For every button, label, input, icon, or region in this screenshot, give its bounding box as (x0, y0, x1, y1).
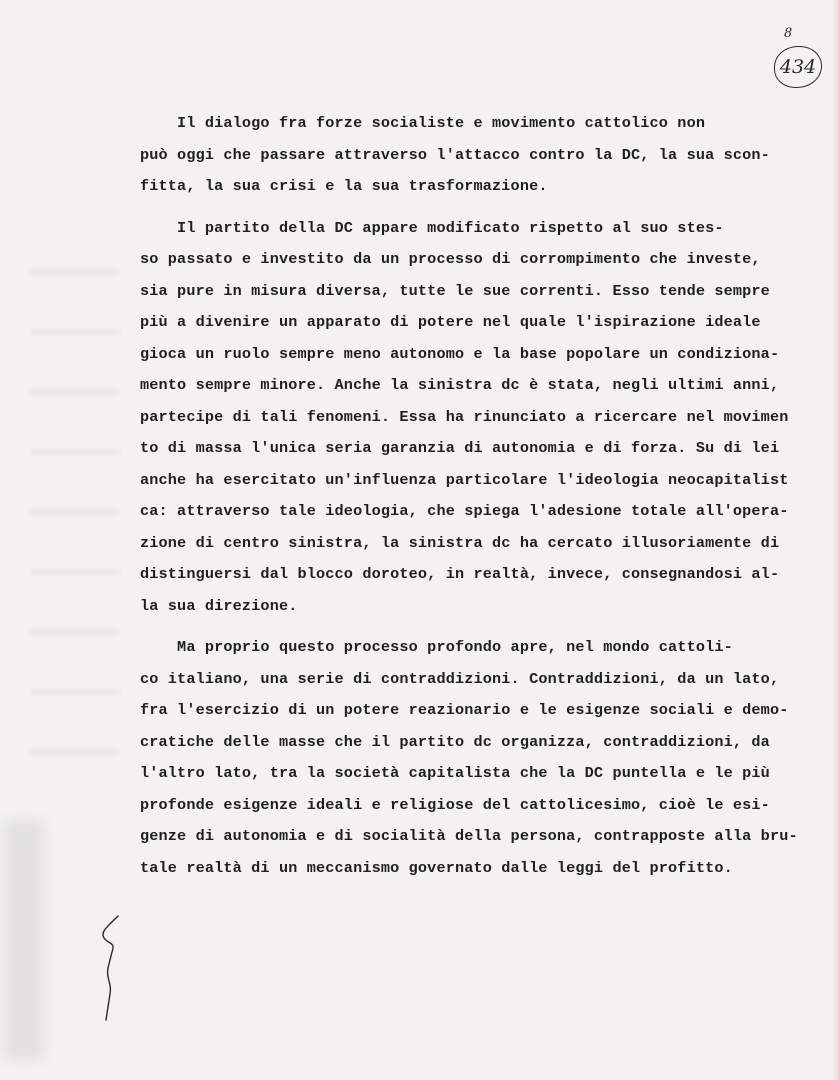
text-line: sia pure in misura diversa, tutte le sue correnti. Esso tende sempre (140, 281, 770, 300)
text-line: profonde esigenze ideali e religiose del cattolicesimo, cioè le esi- (140, 795, 770, 814)
text-line: più a divenire un apparato di potere nel quale l'ispirazione ideale (140, 313, 761, 331)
text-line: fitta, la sua crisi e la sua trasformazione. (140, 177, 548, 195)
text-line: co italiano, una serie di contraddizioni. Contraddizioni, da un lato, (140, 669, 780, 688)
text-line: anche ha esercitato un'influenza particolare l'ideologia neocapitalist (140, 470, 789, 489)
text-line: so passato e investito da un processo di corrompimento che investe, (140, 250, 761, 268)
text-line: genze di autonomia e di socialità della persona, contrapposte alla bru- (140, 827, 798, 845)
text-line: tale realtà di un meccanismo governato dalle leggi del profitto. (140, 858, 733, 877)
text-line: Il partito della DC appare modificato rispetto al suo stes- (140, 218, 724, 237)
page-edge-shade (833, 0, 839, 1080)
text-line: cratiche delle masse che il partito dc organizza, contraddizioni, da (140, 732, 770, 751)
text-line: to di massa l'unica seria garanzia di autonomia e di forza. Su di lei (140, 439, 780, 457)
pencil-margin-mark (90, 908, 130, 1028)
paragraph-3 (140, 632, 830, 884)
circled-page-number: 434 (774, 46, 822, 88)
text-line: Il dialogo fra forze socialiste e movimento cattolico non (140, 114, 706, 132)
text-line: Ma proprio questo processo profondo apre, nel mondo cattoli- (140, 638, 733, 656)
bleed-through-shadow (30, 240, 120, 800)
bleed-through-shadow-bottom (4, 820, 44, 1060)
text-line: partecipe di tali fenomeni. Essa ha rinunciato a ricercare nel movimen (140, 407, 789, 426)
typewritten-body (140, 108, 830, 884)
text-line: ca: attraverso tale ideologia, che spiega l'adesione totale all'opera- (140, 502, 789, 520)
text-line: fra l'esercizio di un potere reazionario e le esigenze sociali e demo- (140, 701, 789, 719)
text-line: può oggi che passare attraverso l'attacco contro la DC, la sua scon- (140, 145, 770, 164)
text-line: mento sempre minore. Anche la sinistra dc è stata, negli ultimi anni, (140, 376, 780, 394)
paragraph-2 (140, 213, 830, 623)
text-line: l'altro lato, tra la società capitalista che la DC puntella e le più (140, 764, 770, 782)
handwritten-sheet-number: 8 (784, 26, 793, 41)
paragraph-1 (140, 108, 830, 203)
text-line: zione di centro sinistra, la sinistra dc ha cercato illusoriamente di (140, 533, 780, 552)
text-line: la sua direzione. (140, 596, 298, 615)
text-line: distinguersi dal blocco doroteo, in realtà, invece, consegnandosi al- (140, 565, 780, 583)
text-line: gioca un ruolo sempre meno autonomo e la base popolare un condiziona- (140, 344, 780, 363)
